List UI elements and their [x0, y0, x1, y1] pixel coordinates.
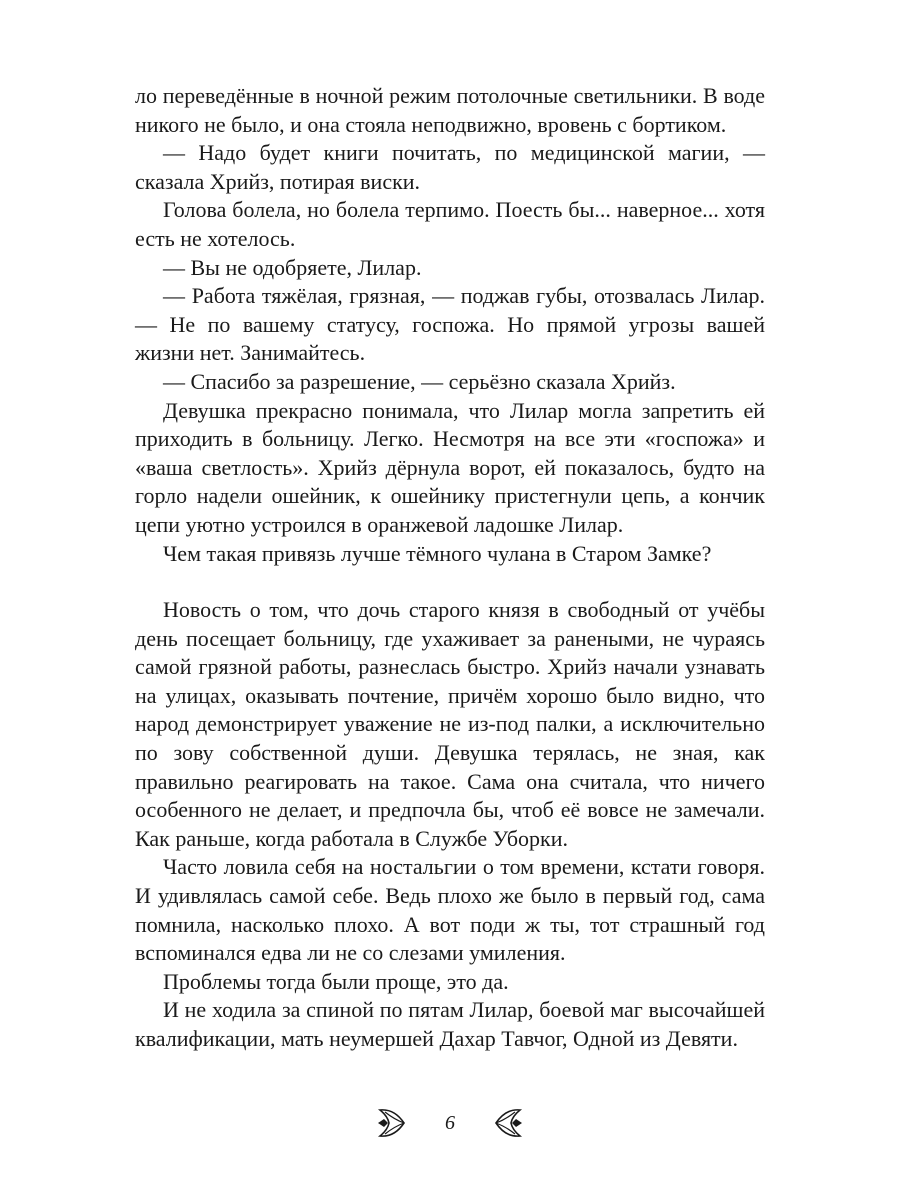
paragraph: — Спасибо за разрешение, — серьёзно сказала Хрийз.	[163, 368, 676, 394]
page-number: 6	[445, 1111, 455, 1134]
page-footer	[0, 1105, 900, 1141]
paragraph: Проблемы тогда были проще, это да.	[163, 968, 509, 994]
paragraph: — Работа тяжёлая, грязная, — поджав губы, отозвалась Лилар. — Не по вашему статусу, госпожа. Но прямой угрозы вашей жизни нет. Занимайтесь.	[135, 283, 765, 366]
paragraph: ло переведённые в ночной режим потолочные светильники. В воде никого не было, и она стояла неподвижно, вровень с бортиком.	[135, 83, 765, 137]
paragraph: Девушка прекрасно понимала, что Лилар могла запретить ей приходить в больницу. Легко. Несмотря на все эти «госпожа» и «ваша светлость». Хрийз дёрнула ворот, ей показалось, будто на горло надели ошейник, к ошейнику пристегнули цепь, а кончик цепи уютно устроился в оранжевой ладошке Лилар.	[135, 397, 765, 537]
paragraph: — Вы не одобряете, Лилар.	[163, 254, 422, 280]
right-leaf-ornament-icon	[494, 1106, 524, 1140]
paragraph: — Надо будет книги почитать, по медицинской магии, — сказала Хрийз, потирая виски.	[135, 140, 765, 194]
paragraph: Голова болела, но болела терпимо. Поесть бы... наверное... хотя есть не хотелось.	[135, 197, 765, 251]
paragraph: Часто ловила себя на ностальгии о том времени, кстати говоря. И удивлялась самой себе. Ведь плохо же было в первый год, сама помнила, насколько плохо. А вот поди ж ты, тот страшный год вспоминался едва ли не со слезами умиления.	[135, 854, 765, 966]
paragraph: Чем такая привязь лучше тёмного чулана в Старом Замке?	[163, 540, 712, 566]
left-leaf-ornament-icon	[376, 1106, 406, 1140]
paragraph: И не ходила за спиной по пятам Лилар, боевой маг высочайшей квалификации, мать неумершей Дахар Тавчог, Одной из Девяти.	[135, 997, 765, 1051]
body-text	[135, 82, 765, 1054]
paragraph: Новость о том, что дочь старого князя в свободный от учёбы день посещает больницу, где ухаживает за ранеными, не чураясь самой грязной работы, разнеслась быстро. Хрийз начали узнавать на улицах, оказывать почтение, причём хорошо было видно, что народ демонстрирует уважение не из-под палки, а исключительно по зову собственной души. Девушка терялась, не зная, как правильно реагировать на такое. Сама она считала, что ничего особенного не делает, и предпочла бы, чтоб её вовсе не замечали. Как раньше, когда работала в Службе Уборки.	[135, 597, 765, 851]
